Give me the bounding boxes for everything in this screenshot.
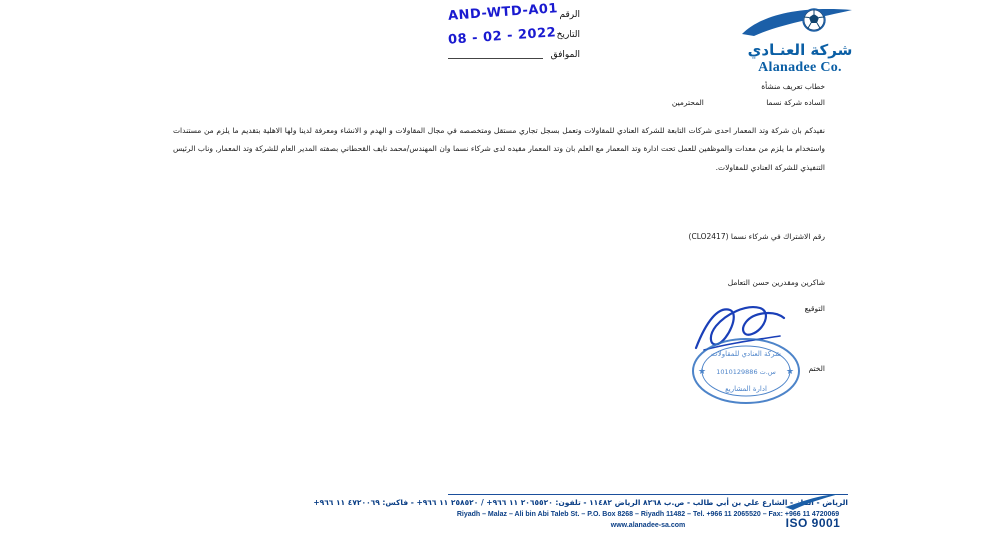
ref-label: الرقم xyxy=(559,10,580,20)
partner-reference-number: رقم الاشتراك في شركاء نسما (CLO2417) xyxy=(688,232,825,241)
signature-label: التوقيع xyxy=(804,304,825,313)
footer-address-ar: الرياض - الملز - الشارع علي بن أبي طالب - ص.ب ٨٢٦٨ الرياض ١١٤٨٢ - تلفون: ٢٠٦٥٥٢٠ ١١ ٩٦٦+ / ٢٥٨٥٢٠ ١١ ٩٦٦+ - فاكس: ٤٧٢٠٠٦٩ ١١ ٩٦٦+ xyxy=(313,498,848,507)
svg-text:س.ت 1010129886: س.ت 1010129886 xyxy=(716,368,776,376)
letter-recipient-row xyxy=(175,98,825,109)
footer-website: www.alanadee-sa.com xyxy=(610,522,686,529)
svg-text:★: ★ xyxy=(785,366,795,376)
svg-text:★: ★ xyxy=(697,366,707,376)
letter-subject: خطاب تعريف منشأة xyxy=(761,82,825,91)
iso-badge xyxy=(778,493,848,530)
svg-text:ادارة المشاريع: ادارة المشاريع xyxy=(725,385,767,393)
footer-address-en: Riyadh – Malaz – Ali bin Abi Taleb St. – P.O. Box 8268 – Riyadh 11482 – Tel. +966 11 2065520 – Fax: +966 11 4720069 xyxy=(456,511,840,518)
company-name-ar: شركة العنـادي xyxy=(747,41,853,59)
letter-body: نفيدكم بان شركة وتد المعمار احدى شركات التابعة للشركة العنادي للمقاولات وتعمل بسجل تجاري مستقل ومتخصصه في مجال المقاولات و الهدم و الانشاء ومعرفة لدينا ولها الاهلية بتقديم ما يلزم من مستندات واستخدام ما يلزم من معدات والموظفين للعمل تحت ادارة وتد المعمار مع العلم بان وتد المعمار مقيده لدى شركاء نسما وان المهندس/محمد نايف القحطاني بصفته المدير العام للشركة وتد المعمار, وناب الرئيس التنفيذي للشركة العنادي للمقاولات. xyxy=(173,126,825,172)
corresponding-rule xyxy=(448,58,543,59)
date-label: التاريخ xyxy=(556,30,580,40)
football-swoosh-logo-icon xyxy=(740,8,858,40)
iso-label: ISO 9001 xyxy=(785,516,841,530)
ref-handwritten-value: AND-WTD-A01 xyxy=(447,1,559,24)
company-stamp xyxy=(688,336,804,406)
corresponding-label: الموافق xyxy=(550,50,580,60)
iso-check-icon xyxy=(783,493,843,511)
page-footer xyxy=(0,494,1000,540)
stamp-label: الختم xyxy=(808,364,825,373)
letter-closing: شاكرين ومقدرين حسن التعامل xyxy=(727,278,825,287)
company-logo xyxy=(740,8,860,76)
company-name-en: Alanadee Co. xyxy=(758,60,842,75)
svg-text:شركة العنادي للمقاولات: شركة العنادي للمقاولات xyxy=(711,350,781,358)
letter-recipient-attn: المحترمين xyxy=(671,98,704,107)
letter-recipient: الساده شركة نسما xyxy=(766,98,825,107)
date-handwritten-value: 08 - 02 - 2022 xyxy=(447,25,557,48)
